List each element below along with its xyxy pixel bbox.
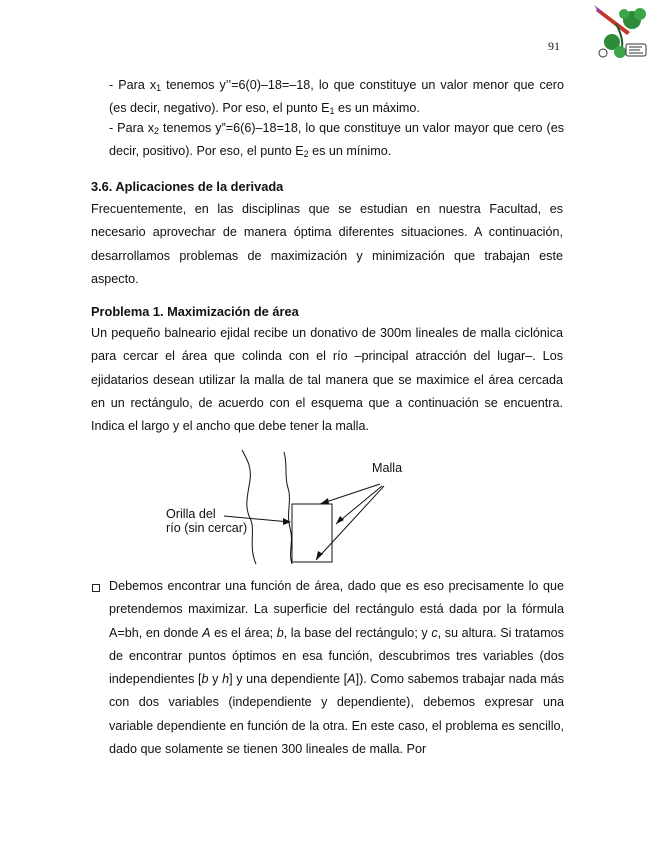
bullet-square-icon (92, 584, 100, 592)
fenced-rectangle (292, 504, 332, 562)
fence-diagram (160, 446, 420, 566)
orilla-arrowhead (283, 518, 291, 525)
section-heading: 3.6. Aplicaciones de la derivada (91, 179, 284, 194)
arrow-line-top (320, 484, 380, 504)
page-number: 91 (548, 39, 560, 53)
arrowhead-top (320, 498, 329, 504)
river-bank-line-inner (284, 452, 292, 564)
arrowhead-bottom (316, 551, 323, 560)
list-item-x1: - Para $x_1$ tenemos y’’=6(0)–18=–18, lo que constituye un valor menor que cero (es decir, negativo). Por eso, el punto $E_1$ es un máximo. (109, 78, 564, 117)
river-bank-line (242, 450, 256, 564)
label-orilla-line1: Orilla del (166, 507, 216, 521)
bullet-paragraph: Debemos encontrar una función de área, dado que es eso precisamente lo que pretendemos maximizar. La superficie del rectángulo está dada por la fórmula A=bh, en donde A es el área; b, la base del rectángulo; y c, su altura. Si tratamos de encontrar puntos óptimos en esa función, descubrimos tres variables (dos independientes [b y h] y una dependiente [A]). Como sabemos trabajar nada más con dos variables (independiente y dependiente), debemos expresar una variable dependiente en función de la otra. En este caso, el problema es sencillo, dado que solamente se tienen 300 lineales de malla. Por (109, 579, 565, 757)
label-malla: Malla (372, 461, 403, 475)
arrowhead-middle (336, 516, 344, 524)
label-orilla-line2: río (sin cercar) (166, 521, 248, 535)
problem-paragraph: Un pequeño balneario ejidal recibe un donativo de 300m lineales de malla ciclónica para cercar el área que colinda con el río –principal atracción del lugar–. Los ejidatarios desean utilizar la malla de tal manera que se maximice el área cercada en un rectángulo, de acuerdo con el esquema que a continuación se encuentra. Indica el largo y el ancho que debe tener la malla. (91, 326, 563, 434)
list-item-x2: - Para $x_2$ tenemos y”=6(6)–18=18, lo que constituye un valor mayor que cero (es decir, positivo). Por eso, el punto $E_2$ es un mínimo. (109, 121, 564, 160)
section-paragraph: Frecuentemente, en las disciplinas que se estudian en nuestra Facultad, es necesario aprovechar de manera óptima diferentes situaciones. A continuación, desarrollamos problemas de maximización y minimización que trabajan este aspecto. (91, 202, 563, 286)
faculty-logo-icon (590, 2, 652, 64)
problem-heading: Problema 1. Maximización de área (91, 304, 299, 319)
arrow-line-bottom (316, 486, 384, 560)
arrow-line-middle (336, 486, 382, 524)
